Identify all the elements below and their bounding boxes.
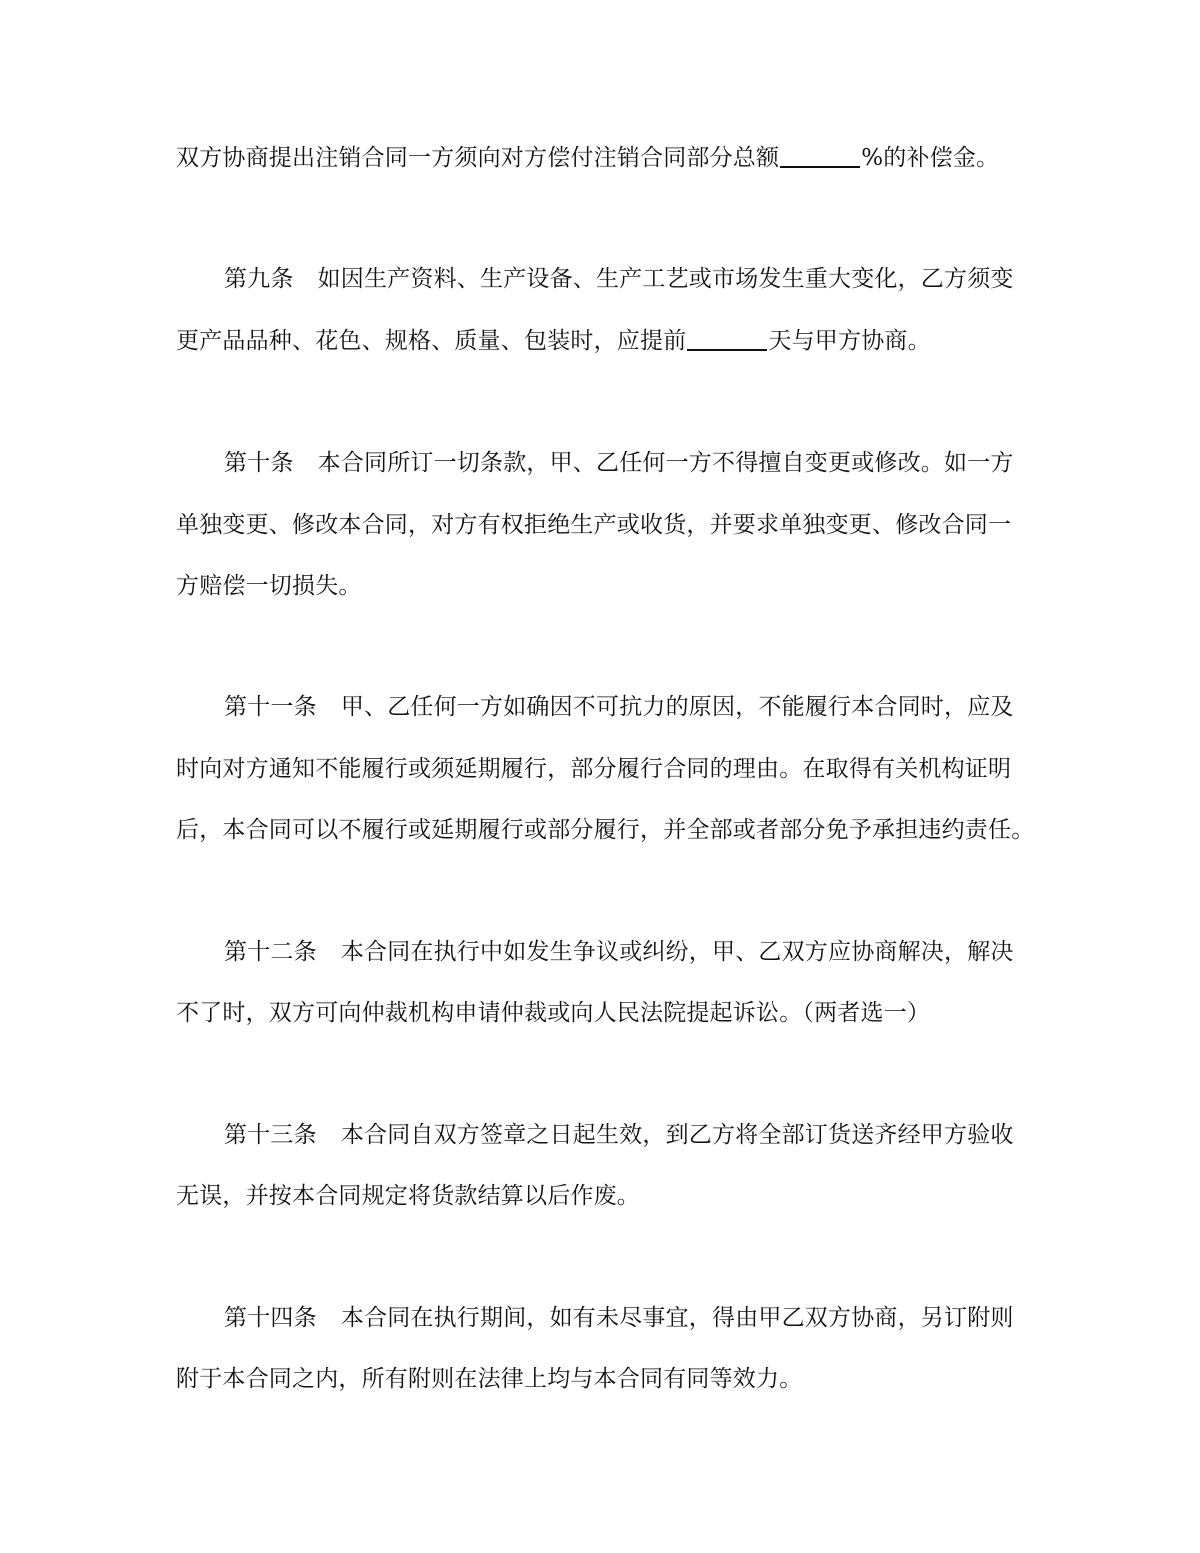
text-segment: 双方协商提出注销合同一方须向对方偿付注销合同部分总额	[176, 145, 780, 171]
article-heading: 第十三条	[224, 1122, 317, 1148]
article-10-line-1	[224, 448, 1036, 478]
article-10-line-3: 方赔偿一切损失。	[176, 573, 362, 599]
text-segment: 甲、乙任何一方如确因不可抗力的原因，不能履行本合同时，应及	[340, 694, 1014, 720]
text-segment: 本合同所订一切条款，甲、乙任何一方不得擅自变更或修改。如一方	[317, 450, 1014, 476]
text-segment: 本合同在执行中如发生争议或纠纷，甲、乙双方应协商解决，解决	[340, 939, 1014, 965]
text-segment: 本合同自双方签章之日起生效，到乙方将全部订货送齐经甲方验收	[340, 1122, 1014, 1148]
article-14-line-2: 附于本合同之内，所有附则在法律上均与本合同有同等效力。	[176, 1366, 803, 1392]
article-heading: 第十四条	[224, 1305, 317, 1331]
article-13-line-1	[224, 1120, 1036, 1150]
article-9-line-2	[176, 326, 1036, 356]
article-13-line-2: 无误，并按本合同规定将货款结算以后作废。	[176, 1183, 640, 1209]
article-heading: 第十二条	[224, 939, 317, 965]
text-segment: 更产品品种、花色、规格、质量、包装时，应提前	[176, 328, 687, 354]
article-11-line-3: 后，本合同可以不履行或延期履行或部分履行，并全部或者部分免予承担违约责任。	[176, 817, 1035, 843]
article-heading: 第十条	[224, 450, 294, 476]
fill-blank	[687, 329, 767, 351]
article-14-line-1	[224, 1303, 1036, 1333]
article-11-line-1	[224, 692, 1036, 722]
text-segment: 如因生产资料、生产设备、生产工艺或市场发生重大变化，乙方须变	[317, 266, 1014, 292]
article-9-line-1	[224, 264, 1036, 294]
article-12-line-2: 不了时，双方可向仲裁机构申请仲裁或向人民法院提起诉讼。（两者选一）	[176, 1000, 931, 1026]
article-heading: 第九条	[224, 266, 294, 292]
paragraph-line	[176, 143, 1036, 173]
article-12-line-1	[224, 937, 1036, 967]
article-10-line-2: 单独变更、修改本合同，对方有权拒绝生产或收货，并要求单独变更、修改合同一	[176, 512, 1012, 538]
fill-blank	[780, 146, 860, 168]
text-segment: 天与甲方协商。	[768, 328, 931, 354]
text-segment: 本合同在执行期间，如有未尽事宜，得由甲乙双方协商，另订附则	[340, 1305, 1014, 1331]
article-heading: 第十一条	[224, 694, 317, 720]
article-11-line-2: 时向对方通知不能履行或须延期履行，部分履行合同的理由。在取得有关机构证明	[176, 756, 1012, 782]
text-segment: %的补偿金。	[861, 145, 1000, 171]
